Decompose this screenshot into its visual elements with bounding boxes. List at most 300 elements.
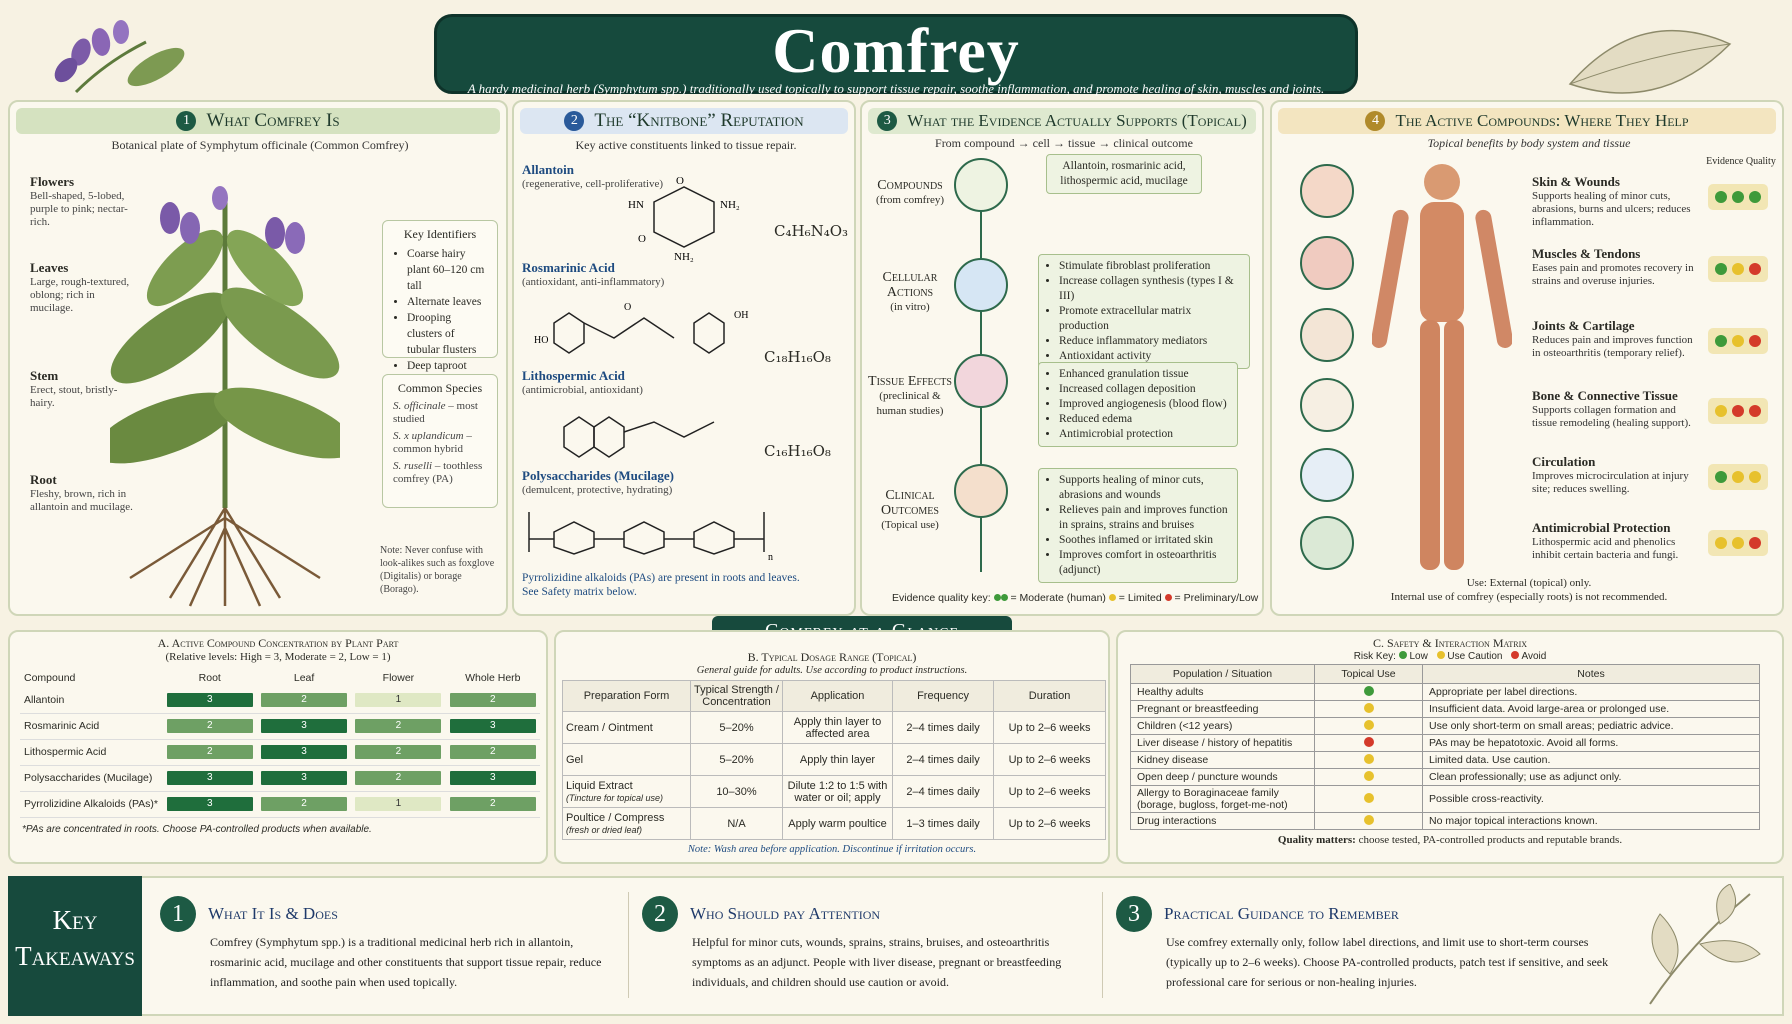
- table-row: [1131, 769, 1760, 786]
- use-note: [1282, 576, 1776, 604]
- dosage-cell: 2–4 times daily: [893, 744, 994, 776]
- dosage-cell: Up to 2–6 weeks: [994, 776, 1106, 808]
- compound-rosmarinic: [522, 260, 664, 288]
- shield-icon: [1300, 516, 1354, 570]
- svg-text:O: O: [638, 233, 646, 245]
- stage-clinical: [866, 488, 954, 533]
- tissue-box: [1038, 362, 1238, 447]
- safety-note: Clean professionally; use as adjunct only.: [1423, 769, 1760, 786]
- key-takeaways-label: Key Takeaways: [8, 876, 142, 1016]
- compound-desc: (regenerative, cell-proliferative): [522, 178, 664, 190]
- part-leaves: [30, 260, 140, 315]
- safety-note: PAs may be hepatotoxic. Avoid all forms.: [1423, 735, 1760, 752]
- knee-icon: [954, 464, 1008, 518]
- concentration-table: [20, 669, 540, 818]
- svg-text:NH₂: NH₂: [674, 251, 694, 262]
- evidence-item: • Increase collagen synthesis (types I & III): [1059, 274, 1241, 304]
- population: Children (<12 years): [1131, 718, 1315, 735]
- panel-concentration: [8, 630, 548, 864]
- evidence-item: • Relieves pain and improves function in sprains, strains and bruises: [1059, 503, 1229, 533]
- col-header: Compound: [24, 672, 76, 684]
- col-header: Whole Herb: [465, 672, 521, 684]
- page-title: Comfrey: [772, 15, 1020, 86]
- panel-evidence: [860, 100, 1264, 616]
- dosage-cell: 5–20%: [691, 712, 783, 744]
- system-desc: Improves microcirculation at injury site; reduces swelling.: [1532, 470, 1689, 495]
- compound-desc: (antioxidant, anti-inflammatory): [522, 276, 665, 288]
- table-row: [1131, 752, 1760, 769]
- svg-text:n: n: [768, 552, 773, 562]
- col-header: Population / Situation: [1131, 665, 1315, 684]
- panel-1-caption: Botanical plate of Symphytum officinale (Common Comfrey): [111, 138, 409, 152]
- key-limited: = Limited: [1118, 592, 1162, 604]
- evidence-item: • Increased collagen deposition: [1059, 382, 1229, 397]
- comfrey-flower-illustration: [36, 12, 186, 102]
- col-header: Frequency: [893, 681, 994, 712]
- dosage-cell: Apply thin layer to affected area: [783, 712, 893, 744]
- table-row: [20, 765, 540, 791]
- panel-safety: [1116, 630, 1784, 864]
- evidence-item: • Soothes inflamed or irritated skin: [1059, 533, 1229, 548]
- evidence-quality-dots: [1708, 398, 1768, 424]
- safety-link: See Safety matrix below.: [522, 586, 637, 598]
- prep-form: Liquid Extract: [566, 779, 633, 792]
- page-subtitle: A hardy medicinal herb (Symphytum spp.) traditionally used topically to support tissue repair, soothe inflammation, and promote healing of skin, muscles and joints.: [467, 81, 1325, 96]
- divider: [1102, 892, 1103, 998]
- panel-4-title: The Active Compounds: Where They Help: [1395, 111, 1689, 130]
- compound-name: Pyrrolizidine Alkaloids (PAs)*: [20, 791, 163, 817]
- species-desc: – toothless comfrey (PA): [393, 460, 483, 485]
- dosage-cell: Up to 2–6 weeks: [994, 744, 1106, 776]
- takeaway-number: 3: [1116, 896, 1152, 932]
- pa-warning: [522, 572, 800, 598]
- panel-1-header: [16, 108, 500, 134]
- dosage-cell: 2–4 times daily: [893, 712, 994, 744]
- svg-text:HN: HN: [628, 199, 644, 211]
- panel-3-number: 3: [877, 111, 897, 131]
- level-bar: 3: [450, 719, 536, 733]
- compound-desc: (antimicrobial, antioxidant): [522, 384, 643, 396]
- lithospermic-formula: C₁₆H₁₆O₈: [764, 442, 831, 460]
- level-bar: 2: [450, 745, 536, 759]
- stage-sub: (from comfrey): [875, 194, 945, 206]
- svg-text:HO: HO: [534, 335, 549, 346]
- safety-note: Use only short-term on small areas; pediatric advice.: [1423, 718, 1760, 735]
- stage-sub: (Topical use): [881, 519, 939, 531]
- panel-dosage: [554, 630, 1110, 864]
- risk-low: Low: [1409, 651, 1428, 662]
- dosage-cell: 2–4 times daily: [893, 776, 994, 808]
- compound-polysaccharides: [522, 468, 674, 496]
- identifier-item: • Coarse hairy plant 60–120 cm tall: [407, 246, 487, 294]
- safety-note: Appropriate per label directions.: [1423, 684, 1760, 701]
- level-bar: 2: [167, 745, 253, 759]
- risk-dot: [1364, 754, 1374, 764]
- part-flowers-name: Flowers: [30, 174, 75, 189]
- population: Healthy adults: [1131, 684, 1315, 701]
- col-header: Leaf: [293, 672, 315, 684]
- col-header: Application: [783, 681, 893, 712]
- table-row: [1131, 813, 1760, 830]
- muscle-icon: [1300, 236, 1354, 290]
- system-joints: [1532, 318, 1702, 360]
- part-root: [30, 472, 140, 514]
- compound-name: Polysaccharides (Mucilage): [522, 468, 674, 483]
- evidence-dot: [1732, 263, 1744, 275]
- evidence-dot: [1715, 191, 1727, 203]
- table-row: [20, 791, 540, 817]
- concentration-title: A. Active Compound Concentration by Plant Part: [157, 636, 399, 650]
- evidence-dot: [1732, 191, 1744, 203]
- risk-dot: [1364, 720, 1374, 730]
- level-bar: 3: [167, 797, 253, 811]
- level-bar: 1: [355, 693, 441, 707]
- level-bar: 2: [261, 693, 347, 707]
- species-desc: – common hybrid: [393, 430, 472, 455]
- table-row: [20, 739, 540, 765]
- col-header: Topical Use: [1315, 665, 1423, 684]
- level-bar: 1: [355, 797, 441, 811]
- takeaway-text: Use comfrey externally only, follow label directions, and limit use to short-term courses (typically up to 2–6 weeks). Choose PA-controlled products, patch test if sensitive, and seek professional care for serious or non-healing injuries.: [1166, 935, 1609, 989]
- dosage-title: B. Typical Dosage Range (Topical): [747, 650, 917, 664]
- population: Kidney disease: [1131, 752, 1315, 769]
- part-leaves-name: Leaves: [30, 260, 69, 275]
- system-bone: [1532, 388, 1702, 430]
- level-bar: 2: [167, 719, 253, 733]
- identifier-item: • Drooping clusters of tubular flusters: [407, 310, 487, 358]
- table-row: [1131, 718, 1760, 735]
- key-identifiers-title: Key Identifiers: [403, 227, 477, 241]
- svg-text:O: O: [676, 175, 684, 187]
- system-circulation: [1532, 454, 1702, 496]
- evidence-item: • Reduce inflammatory mediators: [1059, 334, 1241, 349]
- level-bar: 3: [167, 771, 253, 785]
- stage-tissue: [866, 374, 954, 419]
- table-row: [1131, 735, 1760, 752]
- takeaway-number: 1: [160, 896, 196, 932]
- dosage-cell: 1–3 times daily: [893, 808, 994, 840]
- quality-label: Quality matters:: [1277, 834, 1356, 846]
- system-desc: Supports collagen formation and tissue remodeling (healing support).: [1532, 404, 1691, 429]
- evidence-quality-header: Evidence Quality: [1706, 156, 1776, 167]
- takeaway-title: Who Should pay Attention: [690, 904, 881, 923]
- evidence-quality-dots: [1708, 328, 1768, 354]
- species-name: S. officinale: [393, 400, 446, 412]
- leaf-sprig-illustration: [1630, 884, 1770, 1008]
- risk-dot: [1364, 737, 1374, 747]
- population: Allergy to Boraginaceae family (borage, bugloss, forget-me-not): [1131, 786, 1315, 813]
- takeaway-title: What It Is & Does: [208, 904, 338, 923]
- system-name: Antimicrobial Protection: [1532, 520, 1671, 535]
- evidence-quality-dots: [1708, 530, 1768, 556]
- takeaway-title: Practical Guidance to Remember: [1164, 904, 1399, 923]
- compounds-list: Allantoin, rosmarinic acid, lithospermic acid, mucilage: [1060, 160, 1188, 187]
- panel-3-caption: From compound → cell → tissue → clinical outcome: [935, 136, 1193, 150]
- allantoin-formula: C₄H₆N₄O₃: [774, 222, 849, 240]
- use-external: Use: External (topical) only.: [1466, 577, 1592, 589]
- system-muscles: [1532, 246, 1702, 288]
- panel-knitbone: [512, 100, 856, 616]
- evidence-quality-dots: [1708, 184, 1768, 210]
- stage-sub: (preclinical & human studies): [876, 390, 944, 417]
- circulation-icon: [1300, 448, 1354, 502]
- panel-2-title: The “Knitbone” Reputation: [594, 110, 804, 131]
- level-bar: 2: [355, 771, 441, 785]
- evidence-item: • Antimicrobial protection: [1059, 427, 1229, 442]
- risk-caution: Use Caution: [1447, 651, 1503, 662]
- evidence-item: • Stimulate fibroblast proliferation: [1059, 259, 1241, 274]
- stage-cellular: [870, 270, 950, 315]
- population: Drug interactions: [1131, 813, 1315, 830]
- prep-form: Cream / Ointment: [566, 721, 653, 734]
- system-desc: Supports healing of minor cuts, abrasions, burns and ulcers; reduces inflammation.: [1532, 190, 1691, 228]
- dosage-cell: Apply thin layer: [783, 744, 893, 776]
- takeaway-3: [1116, 896, 1612, 992]
- system-desc: Lithospermic acid and phenolics inhibit certain bacteria and fungi.: [1532, 536, 1679, 561]
- population: Open deep / puncture wounds: [1131, 769, 1315, 786]
- bone-icon: [1300, 378, 1354, 432]
- evidence-dot: [1715, 263, 1727, 275]
- safety-title: C. Safety & Interaction Matrix: [1372, 636, 1528, 650]
- skin-icon: [1300, 164, 1354, 218]
- rosmarinic-structure: [534, 298, 764, 358]
- system-desc: Eases pain and promotes recovery in strains and overuse injuries.: [1532, 262, 1694, 287]
- compound-name: Rosmarinic Acid: [522, 260, 615, 275]
- evidence-quality-dots: [1708, 464, 1768, 490]
- level-bar: 2: [355, 745, 441, 759]
- takeaway-number: 2: [642, 896, 678, 932]
- svg-text:NH₂: NH₂: [720, 199, 740, 211]
- comfrey-plant-illustration: [110, 158, 340, 608]
- dosage-cell: Up to 2–6 weeks: [994, 808, 1106, 840]
- common-species-box: [382, 374, 498, 508]
- population: Liver disease / history of hepatitis: [1131, 735, 1315, 752]
- system-name: Bone & Connective Tissue: [1532, 388, 1678, 403]
- pa-concentration-note: *PAs are concentrated in roots. Choose PA-controlled products when available.: [22, 823, 372, 835]
- dosage-cell: Dilute 1:2 to 1:5 with water or oil; apply: [783, 776, 893, 808]
- stage-label: Tissue Effects: [868, 374, 952, 389]
- prep-form-sub: (fresh or dried leaf): [566, 824, 643, 835]
- evidence-key-title: Evidence quality key:: [892, 592, 991, 604]
- compound-lithospermic: [522, 368, 643, 396]
- species-name: S. ruselli: [393, 460, 433, 472]
- panel-2-number: 2: [564, 111, 584, 131]
- col-header: Root: [198, 672, 221, 684]
- panel-2-header: [520, 108, 848, 134]
- dosage-cell: N/A: [691, 808, 783, 840]
- compound-desc: (demulcent, protective, hydrating): [522, 484, 673, 496]
- risk-key: [1118, 651, 1782, 662]
- takeaway-text: Comfrey (Symphytum spp.) is a traditional medicinal herb rich in allantoin, rosmarinic acid, mucilage and other constituents that support tissue repair, reduce inflammation, and soothe pain when used topically.: [210, 935, 602, 989]
- population: Pregnant or breastfeeding: [1131, 701, 1315, 718]
- human-body-illustration: [1372, 160, 1512, 590]
- compound-name: Lithospermic Acid: [20, 739, 163, 765]
- cellular-box: [1038, 254, 1250, 369]
- system-name: Joints & Cartilage: [1532, 318, 1635, 333]
- evidence-dot: [1715, 405, 1727, 417]
- panel-4-number: 4: [1365, 111, 1385, 131]
- lookalike-note: Note: Never confuse with look-alikes such as foxglove (Digitalis) or borage (Borago).: [380, 545, 495, 595]
- compound-icon: [954, 158, 1008, 212]
- compounds-box: [1046, 154, 1202, 194]
- clinical-box: [1038, 468, 1238, 583]
- dosage-cell: Up to 2–6 weeks: [994, 712, 1106, 744]
- level-bar: 2: [450, 693, 536, 707]
- table-row: [1131, 684, 1760, 701]
- system-name: Muscles & Tendons: [1532, 246, 1641, 261]
- table-row: [20, 687, 540, 713]
- system-name: Circulation: [1532, 454, 1596, 469]
- prep-form: Poultice / Compress: [566, 811, 665, 824]
- risk-dot: [1364, 703, 1374, 713]
- safety-table: [1130, 664, 1760, 830]
- stage-label: Compounds: [877, 178, 943, 193]
- system-name: Skin & Wounds: [1532, 174, 1620, 189]
- panel-3-header: [868, 108, 1256, 134]
- evidence-dot: [1715, 471, 1727, 483]
- key-moderate: = Moderate (human): [1010, 592, 1106, 604]
- system-skin: [1532, 174, 1702, 229]
- level-bar: 3: [167, 693, 253, 707]
- system-desc: Reduces pain and improves function in osteoarthritis (temporary relief).: [1532, 334, 1693, 359]
- panel-4-caption: Topical benefits by body system and tissue: [1427, 136, 1631, 150]
- dosage-table: [562, 680, 1106, 840]
- col-header: Typical Strength / Concentration: [691, 681, 783, 712]
- evidence-item: • Improved angiogenesis (blood flow): [1059, 397, 1229, 412]
- evidence-item: • Reduced edema: [1059, 412, 1229, 427]
- col-header: Flower: [382, 672, 415, 684]
- panel-1-number: 1: [176, 111, 196, 131]
- dosage-cell: 5–20%: [691, 744, 783, 776]
- compound-name: Polysaccharides (Mucilage): [20, 765, 163, 791]
- quality-text: choose tested, PA-controlled products and reputable brands.: [1355, 834, 1623, 846]
- svg-text:O: O: [624, 302, 632, 313]
- table-row: [563, 808, 1106, 840]
- risk-dot: [1364, 815, 1374, 825]
- stage-label: Cellular Actions: [882, 270, 938, 300]
- evidence-item: • Enhanced granulation tissue: [1059, 367, 1229, 382]
- compound-name: Rosmarinic Acid: [20, 713, 163, 739]
- title-banner: [434, 14, 1358, 94]
- species-desc: – most studied: [393, 400, 478, 425]
- evidence-item: • Antioxidant activity: [1059, 349, 1241, 364]
- evidence-dot: [1715, 537, 1727, 549]
- table-row: [563, 776, 1106, 808]
- prep-form: Gel: [566, 753, 584, 766]
- col-header: Duration: [994, 681, 1106, 712]
- leaf-illustration: [1560, 14, 1740, 100]
- part-stem: [30, 368, 140, 410]
- compound-name: Allantoin: [20, 687, 163, 713]
- lithospermic-structure: [554, 402, 734, 462]
- table-row: [1131, 786, 1760, 813]
- stage-sub: (in vitro): [890, 301, 930, 313]
- evidence-item: • Improves comfort in osteoarthritis (adjunct): [1059, 548, 1229, 578]
- part-stem-desc: Erect, stout, bristly-hairy.: [30, 384, 118, 409]
- part-flowers-desc: Bell-shaped, 5-lobed, purple to pink; nectar-rich.: [30, 190, 128, 228]
- evidence-dot: [1749, 537, 1761, 549]
- evidence-item: • Supports healing of minor cuts, abrasions and wounds: [1059, 473, 1229, 503]
- tissue-icon: [954, 354, 1008, 408]
- key-preliminary: = Preliminary/Low: [1174, 592, 1259, 604]
- compound-name: Allantoin: [522, 162, 575, 177]
- evidence-dot: [1749, 471, 1761, 483]
- evidence-item: • Promote extracellular matrix production: [1059, 304, 1241, 334]
- table-row: [20, 713, 540, 739]
- evidence-dot: [1732, 537, 1744, 549]
- panel-1-title: What Comfrey Is: [206, 110, 340, 131]
- level-bar: 3: [261, 771, 347, 785]
- polysaccharide-structure: [524, 502, 774, 562]
- evidence-dot: [1749, 335, 1761, 347]
- dosage-sub: General guide for adults. Use according to product instructions.: [696, 665, 968, 676]
- rosmarinic-formula: C₁₈H₁₆O₈: [764, 348, 831, 366]
- takeaway-2: [642, 896, 1082, 992]
- risk-key-label: Risk Key:: [1353, 651, 1396, 662]
- part-flowers: [30, 174, 140, 229]
- evidence-quality-dots: [1708, 256, 1768, 282]
- level-bar: 2: [261, 797, 347, 811]
- level-bar: 2: [450, 797, 536, 811]
- system-antimicrobial: [1532, 520, 1702, 562]
- cell-icon: [954, 258, 1008, 312]
- joint-icon: [1300, 308, 1354, 362]
- panel-4-header: [1278, 108, 1776, 134]
- internal-warning: Internal use of comfrey (especially roots) is not recommended.: [1390, 591, 1668, 603]
- panel-active-compounds: [1270, 100, 1784, 616]
- level-bar: 3: [450, 771, 536, 785]
- quality-note: [1118, 834, 1782, 846]
- risk-dot: [1364, 793, 1374, 803]
- species-name: S. x uplandicum: [393, 430, 464, 442]
- identifier-item: • Deep taproot: [407, 358, 487, 374]
- panel-what-comfrey-is: [8, 100, 508, 616]
- dosage-cell: Apply warm poultice: [783, 808, 893, 840]
- stage-compounds: [870, 178, 950, 208]
- risk-dot: [1364, 771, 1374, 781]
- table-row: [563, 712, 1106, 744]
- part-root-name: Root: [30, 472, 57, 487]
- identifier-item: • Alternate leaves: [407, 294, 487, 310]
- level-bar: 3: [261, 745, 347, 759]
- pa-warning-line: Pyrrolizidine alkaloids (PAs) are present in roots and leaves.: [522, 572, 800, 584]
- table-row: [1131, 701, 1760, 718]
- common-species-title: Common Species: [397, 381, 483, 395]
- level-bar: 2: [355, 719, 441, 733]
- dosage-cell: 10–30%: [691, 776, 783, 808]
- dosage-note: Note: Wash area before application. Discontinue if irritation occurs.: [687, 844, 977, 855]
- svg-text:OH: OH: [734, 310, 749, 321]
- concentration-sub: (Relative levels: High = 3, Moderate = 2, Low = 1): [165, 651, 391, 663]
- takeaway-text: Helpful for minor cuts, wounds, sprains, strains, bruises, and osteoarthritis symptoms as an adjunct. People with liver disease, pregnant or breastfeeding individuals, and children should use caution or avoid.: [692, 935, 1062, 989]
- col-header: Notes: [1423, 665, 1760, 684]
- evidence-dot: [1749, 405, 1761, 417]
- takeaway-1: [160, 896, 610, 992]
- evidence-key: [892, 592, 1258, 604]
- part-stem-name: Stem: [30, 368, 59, 383]
- safety-note: Possible cross-reactivity.: [1423, 786, 1760, 813]
- table-row: [563, 744, 1106, 776]
- risk-avoid: Avoid: [1521, 651, 1547, 662]
- risk-dot: [1364, 686, 1374, 696]
- part-root-desc: Fleshy, brown, rich in allantoin and mucilage.: [30, 488, 133, 513]
- part-leaves-desc: Large, rough-textured, oblong; rich in mucilage.: [30, 276, 130, 314]
- safety-note: Insufficient data. Avoid large-area or prolonged use.: [1423, 701, 1760, 718]
- evidence-dot: [1732, 335, 1744, 347]
- allantoin-structure: [614, 172, 754, 262]
- safety-note: Limited data. Use caution.: [1423, 752, 1760, 769]
- panel-2-caption: Key active constituents linked to tissue repair.: [575, 138, 797, 152]
